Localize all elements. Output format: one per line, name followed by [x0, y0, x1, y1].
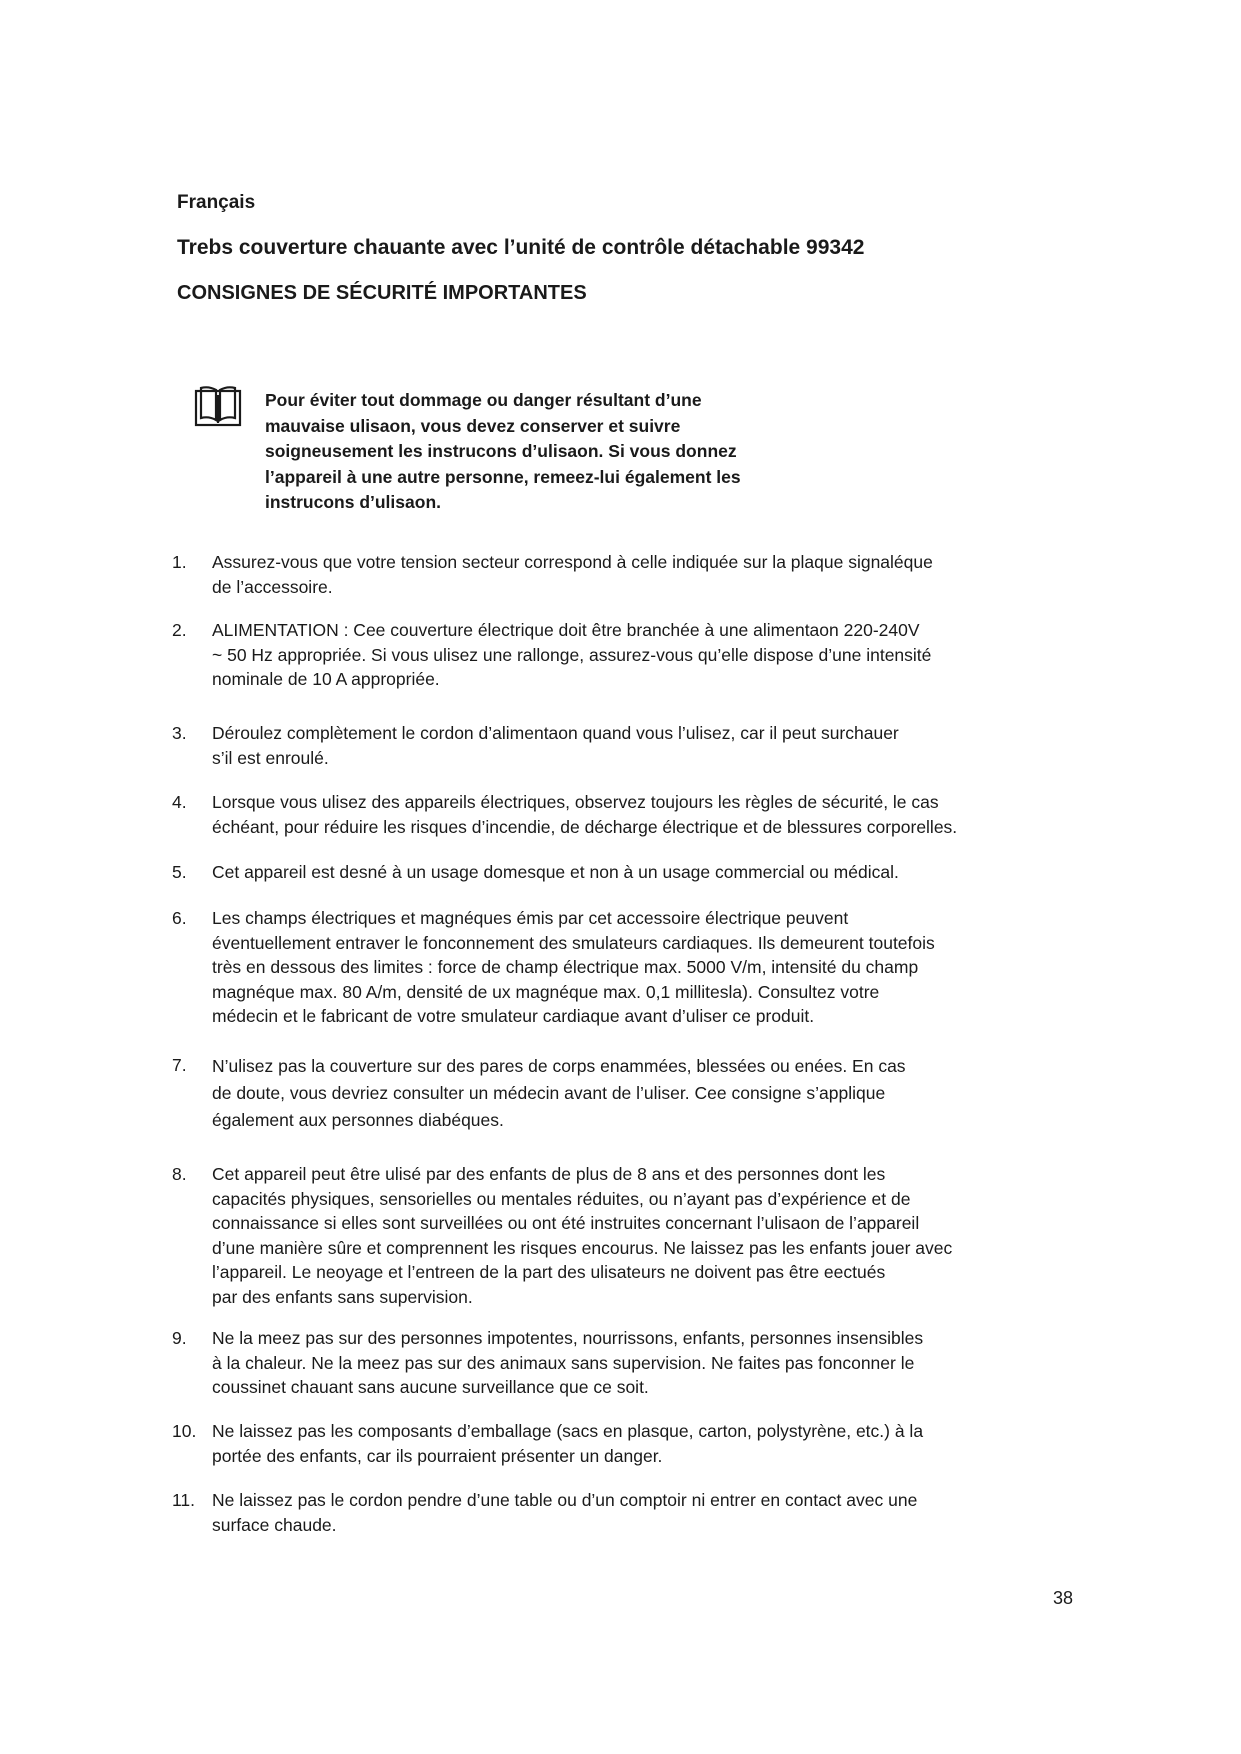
safety-notice	[265, 388, 805, 516]
notice-line: l’appareil à une autre personne, remeez-lui également les	[265, 466, 741, 487]
item-text	[212, 1162, 1072, 1309]
item-text	[212, 906, 1072, 1029]
notice-line: soigneusement les instrucons d’ulisaon. Si vous donnez	[265, 441, 737, 461]
item-number: 5.	[172, 862, 187, 882]
item-line: Déroulez complètement le cordon d’alimentaon quand vous l’ulisez, car il peut surchauer	[212, 723, 899, 743]
language-label: Français	[177, 192, 256, 213]
item-line: Lorsque vous ulisez des appareils électriques, observez toujours les règles de sécurité, le cas	[212, 792, 939, 812]
item-number: 10.	[172, 1421, 197, 1441]
item-line: Assurez-vous que votre tension secteur correspond à celle indiquée sur la plaque signaléque	[212, 552, 933, 572]
item-line: ~ 50 Hz appropriée. Si vous ulisez une rallonge, assurez-vous qu’elle dispose d’une intensité	[212, 644, 932, 665]
item-line: également aux personnes diabéques.	[212, 1110, 504, 1130]
item-line: capacités physiques, sensorielles ou mentales réduites, ou n’ayant pas d’expérience et de	[212, 1188, 911, 1209]
notice-line: instrucons d’ulisaon.	[265, 492, 441, 512]
document-title: Trebs couverture chauante avec l’unité de contrôle détachable 99342	[177, 236, 865, 259]
item-line: éventuellement entraver le fonconnement des smulateurs cardiaques. Ils demeurent toutefois	[212, 932, 935, 953]
item-line: l’appareil. Le neoyage et l’entreen de la part des ulisateurs ne doivent pas être eectués	[212, 1262, 886, 1282]
item-line: de doute, vous devriez consulter un médecin avant de l’uliser. Cee consigne s’applique	[212, 1083, 886, 1103]
item-text	[212, 721, 1072, 770]
item-text	[212, 1488, 1072, 1537]
item-line: connaissance si elles sont surveillées ou ont été instruites concernant l’ulisaon de l’appareil	[212, 1213, 920, 1233]
item-number: 4.	[172, 792, 187, 812]
item-number: 6.	[172, 908, 187, 928]
item-text	[212, 1419, 1072, 1468]
item-number: 3.	[172, 723, 187, 743]
notice-line: Pour éviter tout dommage ou danger résultant d’une	[265, 390, 702, 410]
section-heading: CONSIGNES DE SÉCURITÉ IMPORTANTES	[177, 282, 587, 304]
item-line: médecin et le fabricant de votre smulateur cardiaque avant d’uliser ce produit.	[212, 1006, 815, 1026]
item-line: N’ulisez pas la couverture sur des pares de corps enammées, blessées ou enées. En cas	[212, 1056, 906, 1076]
item-text	[212, 618, 1072, 692]
item-line: très en dessous des limites : force de champ électrique max. 5000 V/m, intensité du champ	[212, 957, 919, 977]
item-text	[212, 790, 1072, 839]
item-line: Cet appareil peut être ulisé par des enfants de plus de 8 ans et des personnes dont les	[212, 1164, 886, 1184]
item-line: Cet appareil est desné à un usage domesque et non à un usage commercial ou médical.	[212, 862, 899, 882]
item-line: Ne laissez pas le cordon pendre d’une table ou d’un comptoir ni entrer en contact avec une	[212, 1490, 918, 1510]
item-line: nominale de 10 A appropriée.	[212, 669, 440, 689]
item-line: s’il est enroulé.	[212, 747, 329, 768]
notice-line: mauvaise ulisaon, vous devez conserver et suivre	[265, 415, 681, 436]
item-number: 9.	[172, 1328, 187, 1348]
item-number: 8.	[172, 1164, 187, 1184]
item-line: ALIMENTATION : Cee couverture électrique doit être branchée à une alimentaon 220-240V	[212, 620, 920, 640]
item-line: portée des enfants, car ils pourraient présenter un danger.	[212, 1445, 663, 1466]
item-line: de l’accessoire.	[212, 576, 333, 597]
book-icon	[194, 385, 242, 427]
item-number: 2.	[172, 620, 187, 640]
item-text	[212, 860, 1072, 885]
item-line: Ne la meez pas sur des personnes impotentes, nourrissons, enfants, personnes insensibles	[212, 1328, 924, 1348]
item-text	[212, 550, 1072, 599]
item-line: magnéque max. 80 A/m, densité de ux magnéque max. 0,1 millitesla). Consultez votre	[212, 981, 880, 1002]
item-line: échéant, pour réduire les risques d’incendie, de décharge électrique et de blessures corporelles.	[212, 816, 958, 837]
item-number: 7.	[172, 1055, 187, 1075]
item-number: 1.	[172, 552, 187, 572]
item-number: 11.	[172, 1490, 196, 1510]
item-line: Les champs électriques et magnéques émis par cet accessoire électrique peuvent	[212, 908, 849, 928]
item-line: coussinet chauant sans aucune surveillance que ce soit.	[212, 1377, 649, 1397]
item-line: Ne laissez pas les composants d’emballage (sacs en plasque, carton, polystyrène, etc.) à la	[212, 1421, 924, 1441]
page-number: 38	[1053, 1588, 1074, 1608]
item-text	[212, 1326, 1072, 1400]
item-line: surface chaude.	[212, 1514, 337, 1535]
item-line: à la chaleur. Ne la meez pas sur des animaux sans supervision. Ne faites pas fonconner le	[212, 1352, 915, 1373]
item-line: d’une manière sûre et comprennent les risques encourus. Ne laissez pas les enfants jouer avec	[212, 1237, 953, 1258]
item-text	[212, 1053, 1072, 1134]
item-line: par des enfants sans supervision.	[212, 1286, 473, 1307]
